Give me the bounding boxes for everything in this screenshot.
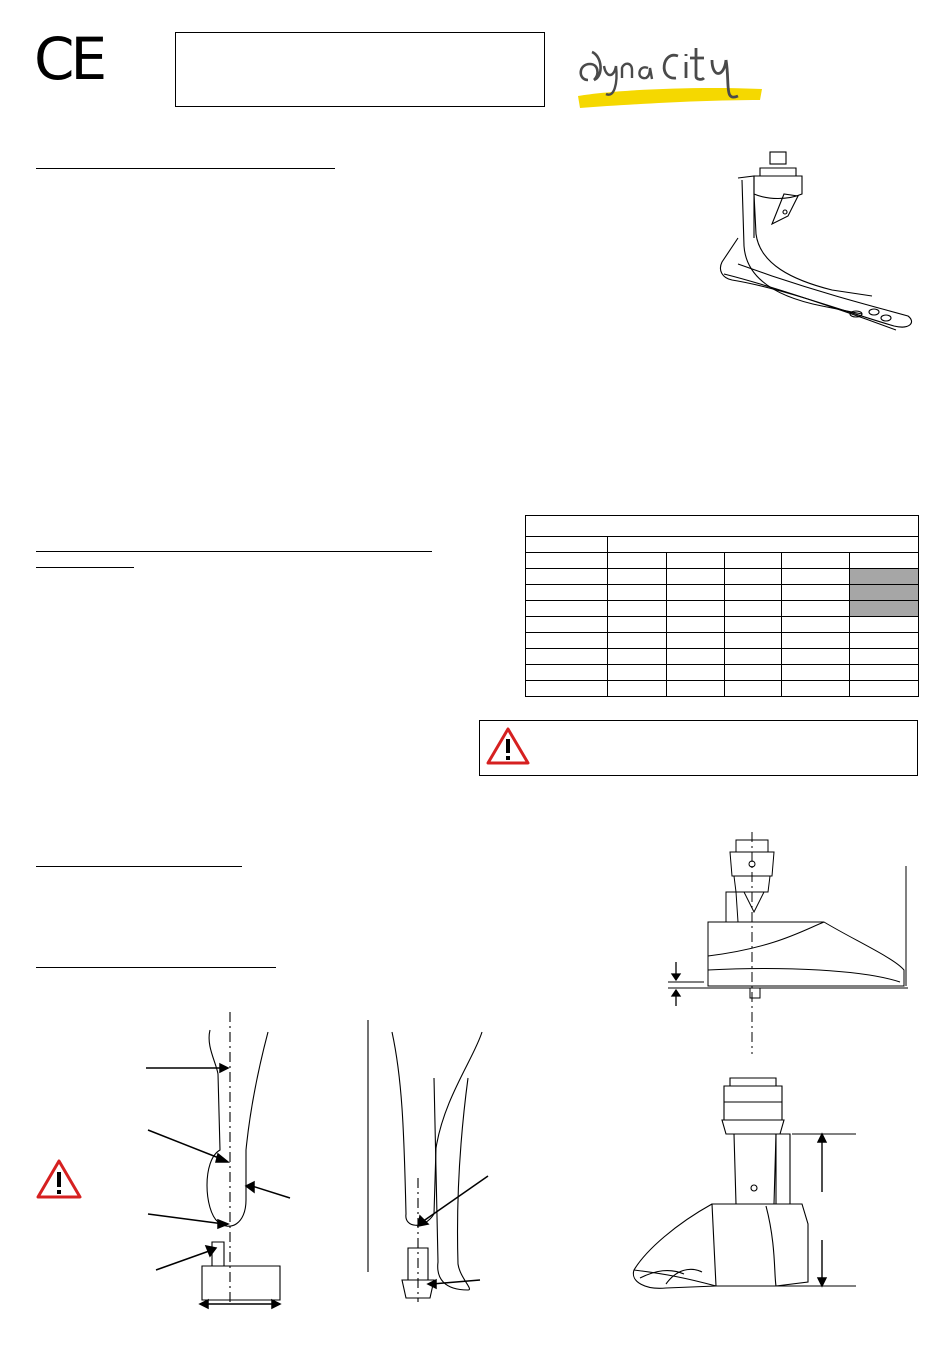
bench-alignment-diagram: [664, 830, 910, 1056]
build-height-diagram: [626, 1074, 858, 1310]
table-row: [526, 633, 919, 649]
warning-triangle-icon: [36, 1158, 82, 1200]
foot-product-illustration: [712, 146, 918, 342]
table-row: [526, 569, 919, 585]
warning-triangle-icon: [486, 726, 530, 766]
table-row: [526, 601, 919, 617]
size-table: [525, 515, 919, 697]
table-row: [526, 681, 919, 697]
section-2-heading-rule-2: [36, 567, 134, 568]
leg-side-view-diagram: [140, 1010, 300, 1310]
section-4-heading-rule: [36, 967, 276, 968]
table-row: [526, 649, 919, 665]
ce-mark: CE: [34, 25, 104, 93]
warning-box: [479, 720, 918, 776]
leg-front-view-diagram: [364, 1018, 494, 1304]
dynacity-logo: [574, 34, 766, 116]
table-row: [526, 585, 919, 601]
table-row: [526, 665, 919, 681]
section-1-heading-rule: [36, 168, 335, 169]
table-row: [526, 553, 919, 569]
section-2-heading-rule: [36, 551, 432, 552]
section-3-heading-rule: [36, 866, 242, 867]
table-row: [526, 617, 919, 633]
product-title-box: [175, 32, 545, 107]
table-row: [526, 537, 919, 553]
table-row: [526, 516, 919, 537]
